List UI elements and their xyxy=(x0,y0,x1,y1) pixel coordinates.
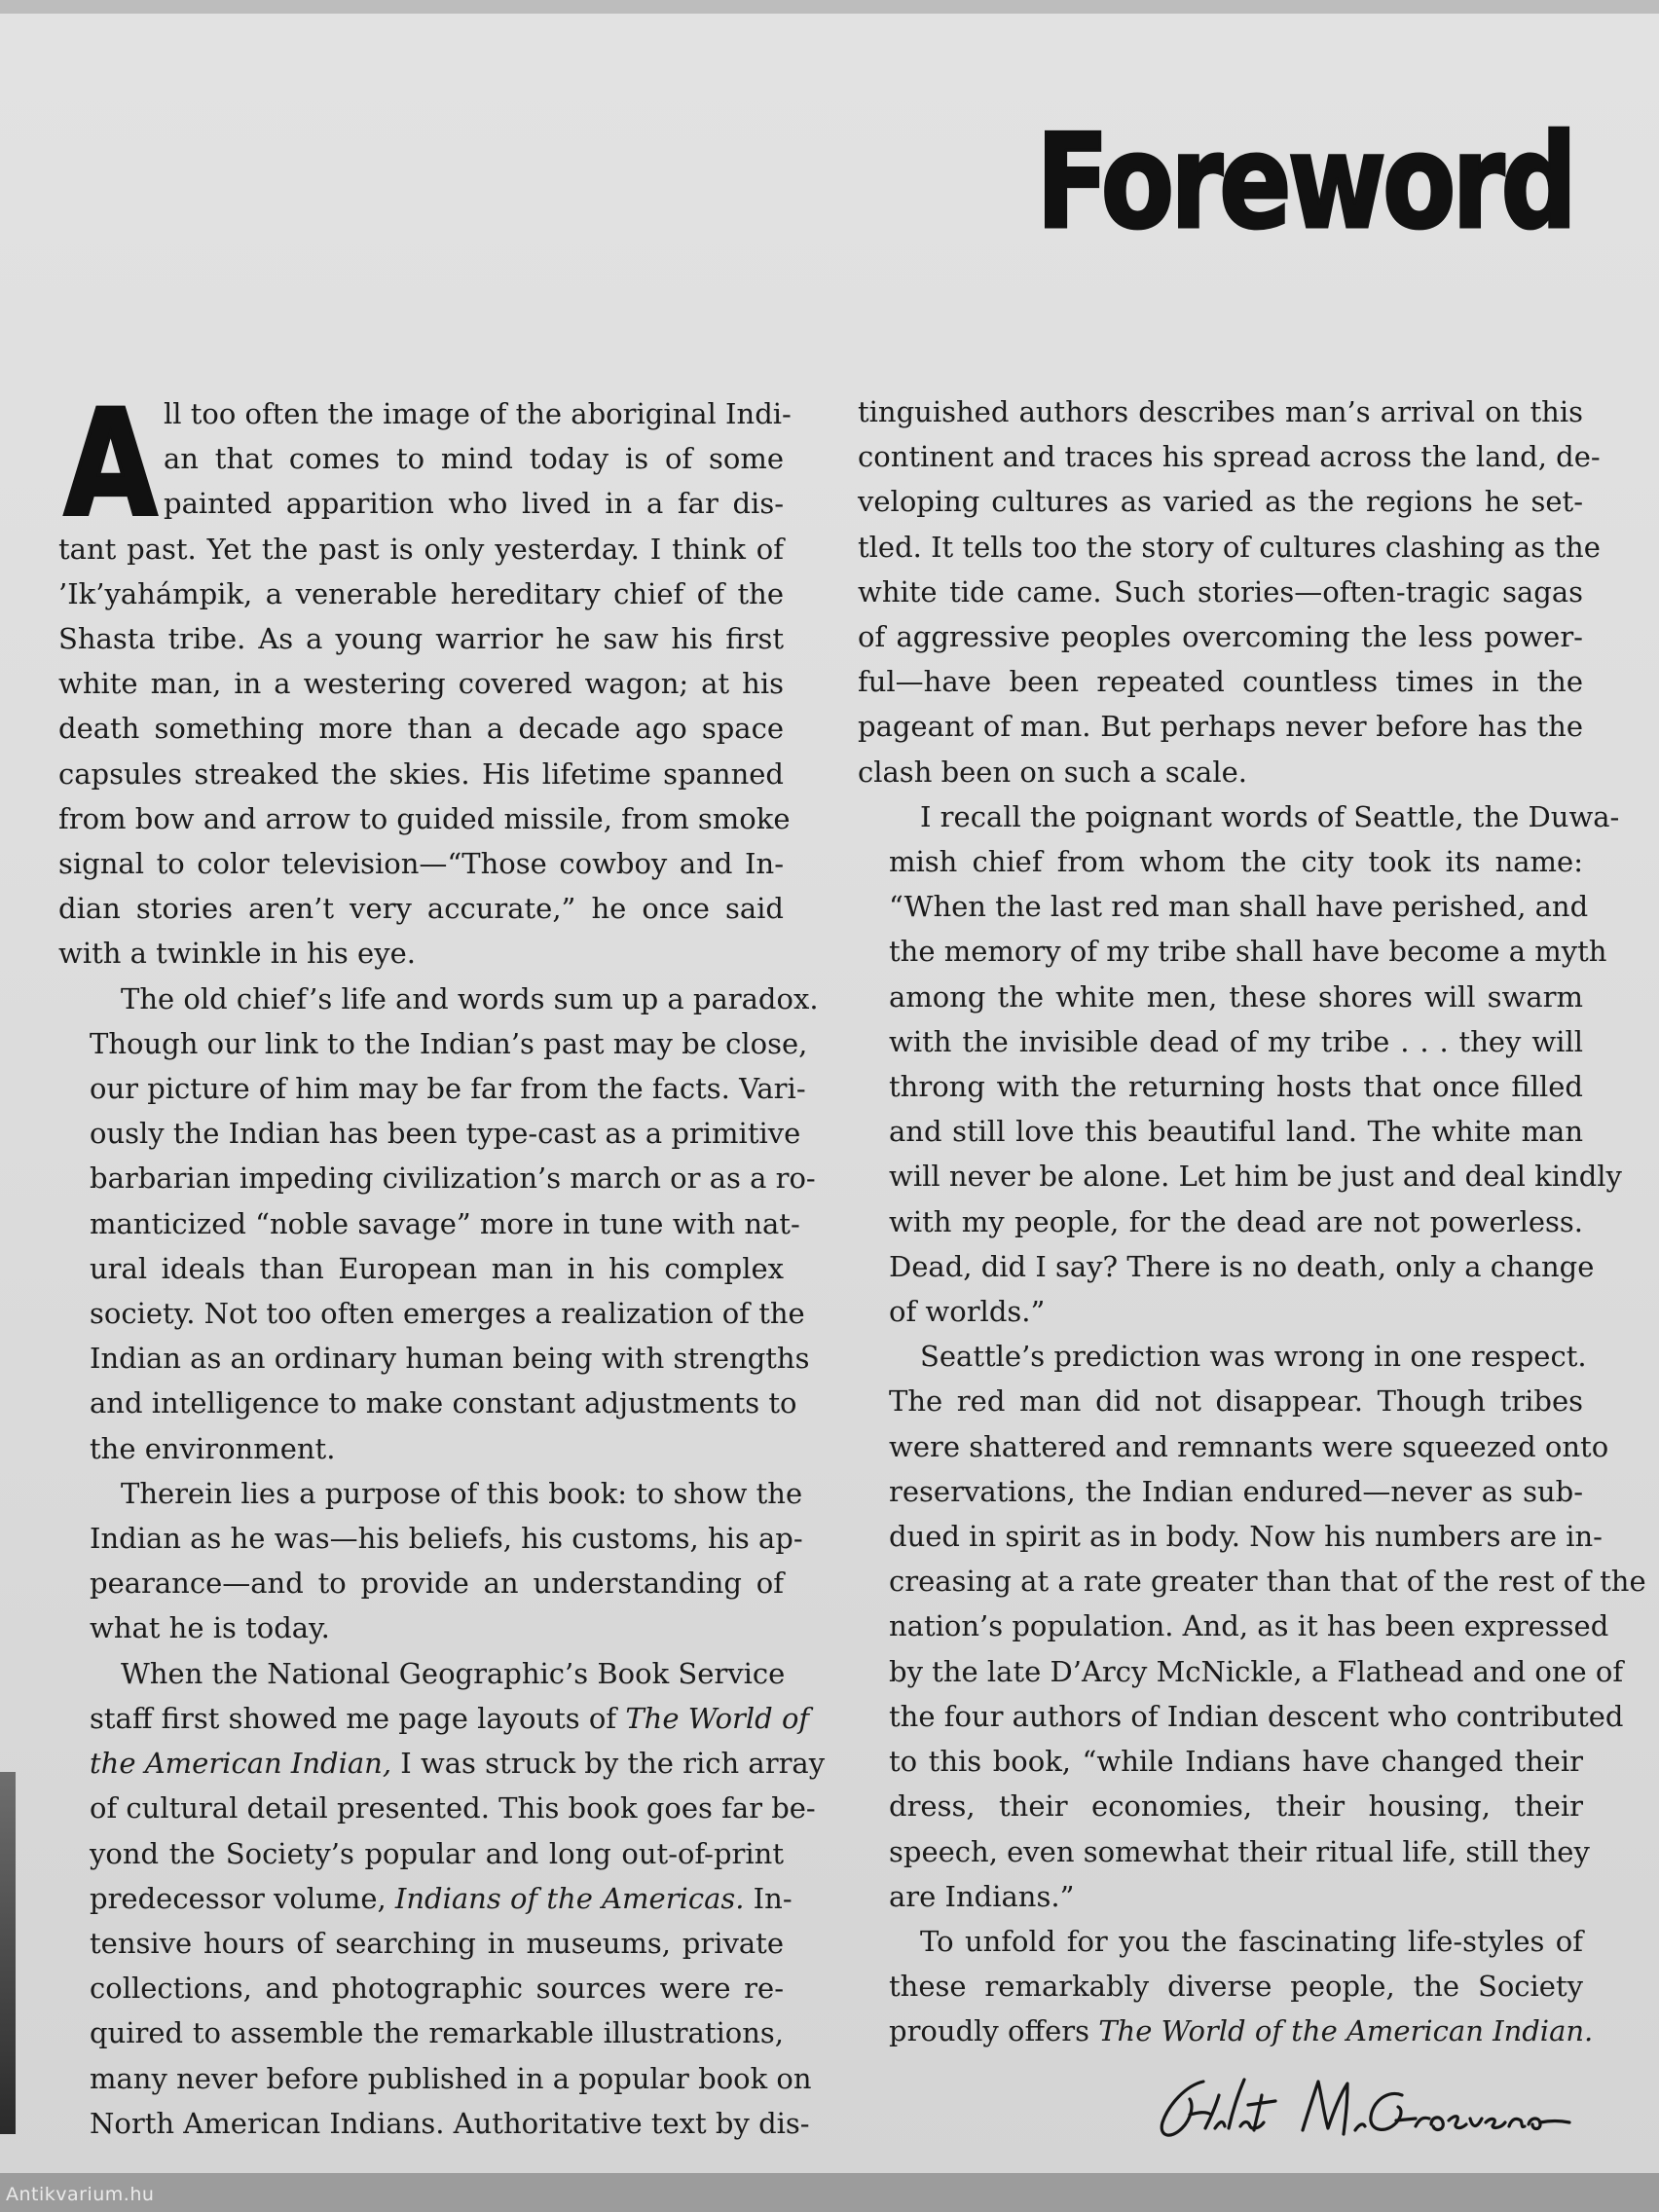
paragraph-1 xyxy=(58,380,792,977)
right-column xyxy=(858,389,1646,2054)
text-line: creasing at a rate greater than that of the rest of the xyxy=(889,1565,1646,1599)
text-line: Dead, did I say? There is no death, only a change xyxy=(889,1249,1595,1283)
paragraph-2 xyxy=(58,977,819,1471)
text-line: Indian as an ordinary human being with strengths xyxy=(90,1342,810,1376)
text-line: collections, and photographic sources were re- xyxy=(90,1972,784,2006)
text-line: our picture of him may be far from the facts. Vari- xyxy=(90,1072,806,1106)
text-line: were shattered and remnants were squeezed onto xyxy=(889,1429,1609,1463)
text-line: with my people, for the dead are not powerless. xyxy=(889,1204,1583,1238)
text-line: white tide came. Such stories—often-tragic sagas xyxy=(858,574,1583,608)
page-title: Foreword xyxy=(1036,106,1573,258)
text-line: barbarian impeding civilization’s march or as a ro- xyxy=(90,1161,816,1196)
text-line: with the invisible dead of my tribe . . . they will xyxy=(889,1024,1583,1058)
text-line: ’Ik’yahámpik, a venerable hereditary chief of the xyxy=(58,576,784,610)
signature-initial xyxy=(1303,2082,1365,2134)
text-line: yond the Society’s popular and long out-of-print xyxy=(90,1836,784,1870)
text-line: of worlds.” xyxy=(889,1295,1046,1329)
drop-cap: A xyxy=(64,380,158,549)
text-line: quired to assemble the remarkable illustrations, xyxy=(90,2016,784,2050)
text-line: capsules streaked the skies. His lifetime spanned xyxy=(58,756,784,791)
signature xyxy=(1147,2072,1575,2150)
page-top-edge xyxy=(0,0,1659,14)
text-line: tinguished authors describes man’s arrival on this xyxy=(858,395,1583,428)
paragraph-3 xyxy=(58,1471,803,1651)
text-line: Seattle’s prediction was wrong in one respect. xyxy=(920,1340,1587,1374)
text-line: from bow and arrow to guided missile, from smoke xyxy=(58,801,791,835)
paragraph-7 xyxy=(858,1334,1646,1919)
text-line: North American Indians. Authoritative text by dis- xyxy=(90,2106,810,2140)
text-line: ful—have been repeated countless times in the xyxy=(858,665,1583,699)
text-line: The red man did not disappear. Though tribes xyxy=(889,1384,1583,1419)
text-segment: I was struck by the rich array xyxy=(391,1747,826,1781)
text-line: mish chief from whom the city took its name: xyxy=(889,845,1583,879)
paragraph-5 xyxy=(858,389,1601,794)
text-line xyxy=(58,1876,793,1921)
text-line: I recall the poignant words of Seattle, the Duwa- xyxy=(920,799,1620,833)
text-segment: proudly offers xyxy=(889,2014,1099,2048)
text-line: death something more than a decade ago space xyxy=(58,712,784,746)
text-segment: In- xyxy=(744,1881,793,1915)
book-title: Indians of the Americas. xyxy=(394,1881,745,1915)
text-line: to this book, “while Indians have changed their xyxy=(889,1745,1583,1779)
paragraph-8 xyxy=(858,1919,1594,2054)
watermark: Antikvarium.hu xyxy=(6,2184,155,2205)
text-line: Shasta tribe. As a young warrior he saw his first xyxy=(58,622,784,656)
text-line: continent and traces his spread across the land, de- xyxy=(858,440,1601,474)
book-title: The World of xyxy=(625,1701,810,1735)
text-line: will never be alone. Let him be just and deal kindly xyxy=(889,1160,1622,1194)
text-line: pageant of man. But perhaps never before has the xyxy=(858,710,1583,744)
paragraph-4 xyxy=(58,1651,826,2146)
text-line: Therein lies a purpose of this book: to show the xyxy=(121,1476,803,1510)
text-line: ural ideals than European man in his complex xyxy=(90,1251,784,1285)
left-column xyxy=(58,380,826,2146)
text-line: the environment. xyxy=(90,1431,336,1465)
signature-last-name xyxy=(1371,2093,1569,2129)
text-line: among the white men, these shores will swarm xyxy=(889,979,1583,1014)
text-line: When the National Geographic’s Book Service xyxy=(121,1656,786,1690)
text-line: what he is today. xyxy=(90,1611,330,1645)
text-line: are Indians.” xyxy=(889,1879,1075,1913)
text-line: signal to color television—“Those cowboy and In- xyxy=(58,847,784,881)
text-line: of cultural detail presented. This book goes far be- xyxy=(90,1791,816,1825)
text-line: painted apparition who lived in a far dis- xyxy=(164,487,784,521)
text-line: the memory of my tribe shall have become a myth xyxy=(889,935,1607,969)
page-left-shadow xyxy=(0,1772,16,2134)
text-line: and still love this beautiful land. The white man xyxy=(889,1115,1583,1149)
text-line: the four authors of Indian descent who contributed xyxy=(889,1699,1624,1733)
text-line: these remarkably diverse people, the Society xyxy=(889,1970,1583,2004)
text-line: speech, even somewhat their ritual life, still they xyxy=(889,1834,1590,1868)
text-line xyxy=(58,1741,826,1786)
text-line: of aggressive peoples overcoming the less power- xyxy=(858,620,1583,654)
paragraph-6 xyxy=(858,794,1622,1334)
page-bottom-edge xyxy=(0,2173,1659,2212)
text-line xyxy=(58,1696,810,1741)
text-line: by the late D’Arcy McNickle, a Flathead and one of xyxy=(889,1654,1624,1688)
text-line: To unfold for you the fascinating life-styles of xyxy=(920,1924,1583,1958)
text-line: veloping cultures as varied as the regions he set- xyxy=(858,485,1583,519)
text-line: and intelligence to make constant adjustments to xyxy=(90,1386,797,1420)
text-line: ously the Indian has been type-cast as a primitive xyxy=(90,1117,801,1151)
text-line: Though our link to the Indian’s past may be close, xyxy=(90,1026,808,1060)
text-line: reservations, the Indian endured—never as sub- xyxy=(889,1474,1583,1508)
text-segment: staff first showed me page layouts of xyxy=(90,1701,626,1735)
book-title: the American Indian, xyxy=(90,1747,392,1781)
text-line: dian stories aren’t very accurate,” he once said xyxy=(58,892,784,926)
text-line: tled. It tells too the story of cultures clashing as the xyxy=(858,530,1601,564)
text-line: “When the last red man shall have perished, and xyxy=(889,890,1589,924)
text-line: throng with the returning hosts that once filled xyxy=(889,1070,1583,1104)
text-line: Indian as he was—his beliefs, his customs, his ap- xyxy=(90,1522,803,1556)
text-segment: predecessor volume, xyxy=(90,1881,395,1915)
text-line: manticized “noble savage” more in tune with nat- xyxy=(90,1206,800,1240)
text-line: tant past. Yet the past is only yesterday. I think of xyxy=(58,532,784,566)
text-line: pearance—and to provide an understanding of xyxy=(90,1567,784,1601)
text-line: dued in spirit as in body. Now his numbers are in- xyxy=(889,1520,1603,1554)
text-line: The old chief’s life and words sum up a paradox. xyxy=(121,981,819,1015)
text-line: society. Not too often emerges a realization of the xyxy=(90,1297,805,1331)
text-line: many never before published in a popular book on xyxy=(90,2061,812,2095)
text-line: with a twinkle in his eye. xyxy=(58,937,416,971)
text-line: clash been on such a scale. xyxy=(858,755,1247,789)
signature-first-name xyxy=(1161,2080,1275,2135)
text-line: tensive hours of searching in museums, private xyxy=(90,1926,784,1960)
text-line: an that comes to mind today is of some xyxy=(164,442,784,476)
text-line: ll too often the image of the aboriginal Indi- xyxy=(164,397,792,430)
text-line: nation’s population. And, as it has been expressed xyxy=(889,1609,1609,1643)
text-line: dress, their economies, their housing, their xyxy=(889,1789,1583,1824)
text-line xyxy=(858,2009,1594,2053)
text-line: white man, in a westering covered wagon; at his xyxy=(58,667,784,701)
book-title: The World of the American Indian. xyxy=(1098,2014,1594,2048)
